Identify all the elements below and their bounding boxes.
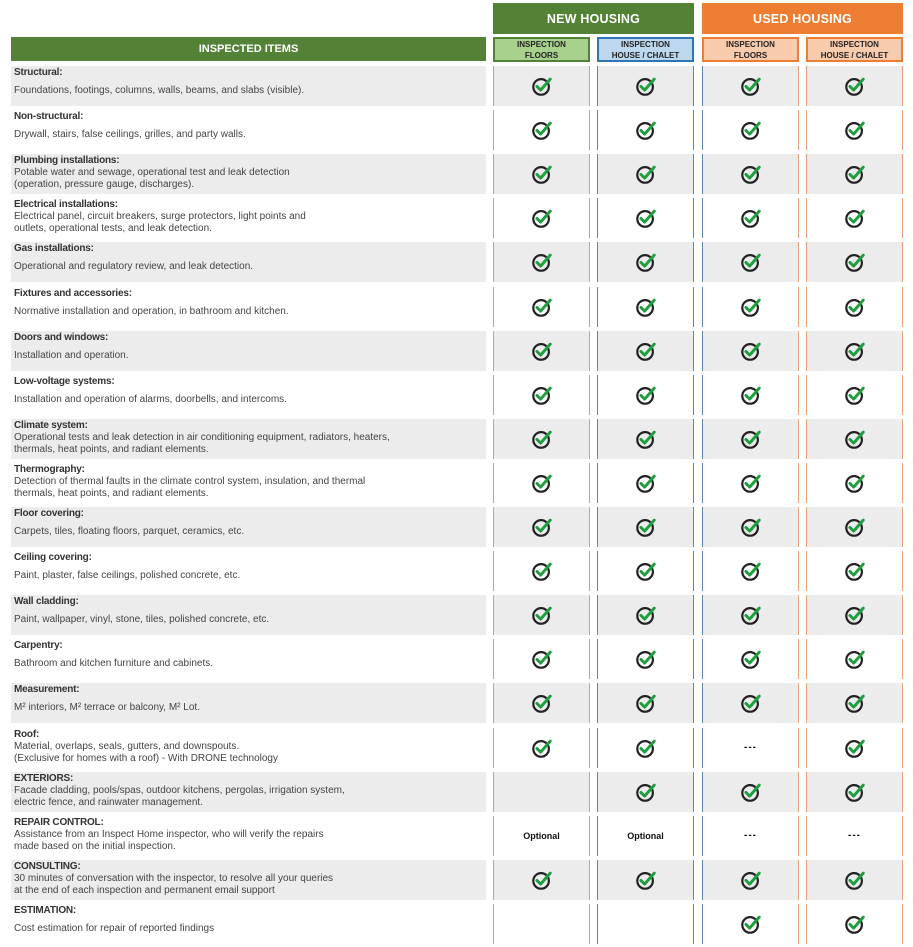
table-cell (493, 551, 590, 591)
table-cell (493, 419, 590, 459)
check-circle-icon (635, 692, 657, 714)
table-cell (597, 683, 694, 723)
table-cell (806, 66, 903, 106)
table-cell (597, 154, 694, 194)
check-circle-icon (740, 648, 762, 670)
table-row (0, 375, 913, 415)
check-circle-icon (635, 163, 657, 185)
check-circle-icon (635, 251, 657, 273)
check-circle-icon (531, 869, 553, 891)
check-circle-icon (531, 296, 553, 318)
table-cell (493, 110, 590, 150)
item-title: REPAIR CONTROL: (14, 816, 104, 828)
table-cell (597, 551, 694, 591)
table-cell (806, 110, 903, 150)
used-housing-header (702, 3, 903, 34)
table-cell (493, 198, 590, 238)
table-cell (806, 860, 903, 900)
check-circle-icon (635, 604, 657, 626)
table-row (0, 419, 913, 459)
inspected-item (11, 816, 486, 856)
check-circle-icon (635, 384, 657, 406)
inspected-item (11, 904, 486, 944)
item-description: Facade cladding, pools/spas, outdoor kitchens, pergolas, irrigation system, electric fence, and rainwater management. (14, 784, 345, 808)
table-cell (806, 595, 903, 635)
table-cell (702, 375, 799, 415)
table-cell (702, 728, 799, 768)
inspected-item (11, 375, 486, 415)
check-circle-icon (635, 516, 657, 538)
table-cell (597, 595, 694, 635)
item-title: Structural: (14, 67, 63, 78)
table-cell (702, 816, 799, 856)
check-circle-icon (635, 869, 657, 891)
column-header-new-floors (493, 37, 590, 62)
table-cell (806, 551, 903, 591)
item-title: Gas installations: (14, 243, 94, 255)
table-row (0, 772, 913, 812)
table-cell (806, 772, 903, 812)
item-title: Plumbing installations: (14, 155, 120, 167)
item-description: Carpets, tiles, floating floors, parquet, ceramics, etc. (14, 526, 245, 537)
table-cell (702, 331, 799, 371)
check-circle-icon (844, 384, 866, 406)
check-circle-icon (844, 692, 866, 714)
item-description: Operational and regulatory review, and leak detection. (14, 261, 254, 273)
check-circle-icon (531, 604, 553, 626)
column-header-new-house (597, 37, 694, 62)
table-cell (597, 816, 694, 856)
table-row (0, 287, 913, 327)
table-cell (702, 110, 799, 150)
table-cell (493, 728, 590, 768)
item-description: Detection of thermal faults in the climate control system, insulation, and thermal thermals, heat points, and radiant elements. (14, 475, 366, 499)
item-description: Material, overlaps, seals, gutters, and downspouts. (Exclusive for homes with a roof) - With DRONE technology (14, 740, 278, 764)
check-circle-icon (531, 560, 553, 582)
check-circle-icon (844, 516, 866, 538)
table-cell (702, 904, 799, 944)
table-cell (493, 507, 590, 547)
used-housing-label: USED HOUSING (753, 11, 852, 26)
table-row (0, 683, 913, 723)
check-circle-icon (740, 516, 762, 538)
check-circle-icon (844, 560, 866, 582)
table-cell (702, 198, 799, 238)
item-description: Paint, wallpaper, vinyl, stone, tiles, polished concrete, etc. (14, 614, 270, 626)
table-cell (493, 816, 590, 856)
check-circle-icon (635, 428, 657, 450)
table-cell (702, 242, 799, 282)
inspected-item (11, 110, 486, 150)
table-cell (806, 154, 903, 194)
table-cell (806, 242, 903, 282)
check-circle-icon (740, 340, 762, 362)
item-description: Normative installation and operation, in bathroom and kitchen. (14, 305, 289, 317)
inspected-item (11, 772, 486, 812)
check-circle-icon (740, 692, 762, 714)
table-cell (493, 375, 590, 415)
item-description: Operational tests and leak detection in air conditioning equipment, radiators, heaters, thermals, heat points, and radiant elements. (14, 431, 390, 455)
check-circle-icon (740, 428, 762, 450)
table-cell (597, 728, 694, 768)
check-circle-icon (635, 207, 657, 229)
check-circle-icon (740, 251, 762, 273)
check-circle-icon (635, 560, 657, 582)
inspected-item (11, 287, 486, 327)
inspected-items-label: INSPECTED ITEMS (198, 43, 299, 55)
table-cell (597, 772, 694, 812)
column-header-line: INSPECTION (517, 39, 566, 49)
item-title: EXTERIORS: (14, 772, 74, 784)
check-circle-icon (531, 340, 553, 362)
table-cell (493, 683, 590, 723)
table-row (0, 154, 913, 194)
table-row (0, 816, 913, 856)
column-header-line: INSPECTION (621, 39, 670, 49)
table-row (0, 463, 913, 503)
check-circle-icon (531, 251, 553, 273)
check-circle-icon (635, 340, 657, 362)
table-cell (493, 242, 590, 282)
table-cell (806, 331, 903, 371)
table-cell (806, 507, 903, 547)
table-cell (597, 419, 694, 459)
column-header-line: FLOORS (733, 50, 768, 60)
table-cell (597, 860, 694, 900)
check-circle-icon (635, 737, 657, 759)
table-row (0, 595, 913, 635)
check-circle-icon (635, 472, 657, 494)
table-cell (806, 683, 903, 723)
check-circle-icon (740, 163, 762, 185)
check-circle-icon (635, 75, 657, 97)
check-circle-icon (844, 163, 866, 185)
not-included-mark: --- (848, 830, 861, 842)
table-cell (702, 154, 799, 194)
check-circle-icon (740, 384, 762, 406)
table-row (0, 728, 913, 768)
item-description: Cost estimation for repair of reported findings (14, 922, 215, 934)
table-cell (702, 551, 799, 591)
check-circle-icon (844, 869, 866, 891)
item-description: Assistance from an Inspect Home inspector, who will verify the repairs made based on the initial inspection. (14, 828, 324, 852)
inspected-item (11, 66, 486, 106)
check-circle-icon (531, 163, 553, 185)
item-description: 30 minutes of conversation with the inspector, to resolve all your queries at the end of each inspection and permanent email support (14, 872, 334, 896)
item-description: Electrical panel, circuit breakers, surge protectors, light points and outlets, operational tests, and leak detection. (14, 211, 306, 235)
optional-label: Optional (523, 830, 560, 841)
table-cell (493, 595, 590, 635)
table-cell (493, 66, 590, 106)
check-circle-icon (531, 428, 553, 450)
check-circle-icon (531, 516, 553, 538)
check-circle-icon (740, 604, 762, 626)
table-cell (806, 639, 903, 679)
item-title: Climate system: (14, 419, 88, 431)
item-description: Drywall, stairs, false ceilings, grilles, and party walls. (14, 129, 246, 141)
check-circle-icon (844, 913, 866, 935)
table-cell (493, 331, 590, 371)
item-title: Carpentry: (14, 640, 63, 652)
check-circle-icon (531, 737, 553, 759)
item-description: Paint, plaster, false ceilings, polished concrete, etc. (14, 570, 241, 582)
table-cell (702, 463, 799, 503)
check-circle-icon (531, 119, 553, 141)
check-circle-icon (740, 119, 762, 141)
not-included-mark: --- (744, 830, 757, 842)
check-circle-icon (531, 472, 553, 494)
check-circle-icon (844, 604, 866, 626)
table-cell (806, 463, 903, 503)
check-circle-icon (844, 781, 866, 803)
table-cell (597, 639, 694, 679)
inspected-item (11, 198, 486, 238)
column-header-line: HOUSE / CHALET (820, 50, 889, 60)
not-included-mark: --- (744, 742, 757, 753)
check-circle-icon (531, 648, 553, 670)
item-description: M² interiors, M² terrace or balcony, M² Lot. (14, 702, 200, 714)
new-housing-header (493, 3, 694, 34)
table-row (0, 331, 913, 371)
check-circle-icon (844, 428, 866, 450)
column-header-line: INSPECTION (830, 39, 879, 49)
item-title: Non-structural: (14, 111, 84, 123)
table-cell (493, 463, 590, 503)
item-title: Fixtures and accessories: (14, 287, 132, 299)
item-description: Bathroom and kitchen furniture and cabinets. (14, 658, 214, 670)
item-description: Installation and operation. (14, 349, 129, 361)
item-title: Doors and windows: (14, 331, 109, 343)
check-circle-icon (531, 207, 553, 229)
table-row (0, 639, 913, 679)
column-header-line: FLOORS (524, 50, 559, 60)
inspected-item (11, 507, 486, 547)
table-cell (702, 419, 799, 459)
inspected-item (11, 242, 486, 282)
optional-label: Optional (627, 830, 664, 841)
inspected-item (11, 639, 486, 679)
item-title: Thermography: (14, 463, 85, 475)
table-cell (597, 507, 694, 547)
check-circle-icon (740, 75, 762, 97)
table-cell (597, 66, 694, 106)
check-circle-icon (635, 781, 657, 803)
inspected-item (11, 595, 486, 635)
item-title: Electrical installations: (14, 199, 118, 211)
table-row (0, 551, 913, 591)
check-circle-icon (740, 781, 762, 803)
check-circle-icon (740, 560, 762, 582)
check-circle-icon (740, 913, 762, 935)
inspected-item (11, 860, 486, 900)
table-cell (702, 683, 799, 723)
table-cell (597, 198, 694, 238)
check-circle-icon (635, 648, 657, 670)
table-cell (493, 639, 590, 679)
table-cell (493, 860, 590, 900)
check-circle-icon (740, 869, 762, 891)
table-cell (493, 772, 590, 812)
table-cell (806, 419, 903, 459)
item-description: Foundations, footings, columns, walls, beams, and slabs (visible). (14, 85, 305, 96)
check-circle-icon (844, 119, 866, 141)
table-cell (597, 110, 694, 150)
check-circle-icon (531, 75, 553, 97)
item-title: Wall cladding: (14, 596, 79, 608)
check-circle-icon (844, 75, 866, 97)
check-circle-icon (844, 251, 866, 273)
inspected-item (11, 331, 486, 371)
check-circle-icon (740, 207, 762, 229)
item-title: Measurement: (14, 684, 80, 696)
item-description: Potable water and sewage, operational test and leak detection (operation, pressure gauge, discharges). (14, 167, 290, 191)
inspected-item (11, 728, 486, 768)
check-circle-icon (844, 340, 866, 362)
table-cell (806, 198, 903, 238)
column-header-line: HOUSE / CHALET (611, 50, 680, 60)
check-circle-icon (844, 737, 866, 759)
item-title: ESTIMATION: (14, 904, 77, 916)
table-cell (597, 463, 694, 503)
check-circle-icon (844, 648, 866, 670)
table-cell (702, 66, 799, 106)
table-cell (806, 728, 903, 768)
new-housing-label: NEW HOUSING (546, 11, 641, 26)
table-cell (702, 772, 799, 812)
check-circle-icon (844, 296, 866, 318)
item-title: Roof: (14, 728, 40, 740)
table-cell (806, 287, 903, 327)
table-cell (702, 639, 799, 679)
table-row (0, 66, 913, 106)
item-title: Ceiling covering: (14, 552, 92, 564)
inspected-item (11, 154, 486, 194)
table-row (0, 860, 913, 900)
check-circle-icon (531, 384, 553, 406)
table-cell (806, 375, 903, 415)
table-cell (702, 595, 799, 635)
column-header-used-floors (702, 37, 799, 62)
table-cell (597, 904, 694, 944)
table-row (0, 242, 913, 282)
table-cell (806, 904, 903, 944)
item-title: CONSULTING: (14, 860, 81, 872)
check-circle-icon (740, 296, 762, 318)
inspected-items-header (11, 37, 486, 61)
table-cell (597, 242, 694, 282)
inspected-item (11, 551, 486, 591)
check-circle-icon (635, 296, 657, 318)
check-circle-icon (844, 207, 866, 229)
table-cell (493, 287, 590, 327)
inspected-item (11, 463, 486, 503)
item-description: Installation and operation of alarms, doorbells, and intercoms. (14, 393, 287, 405)
inspected-item (11, 419, 486, 459)
table-cell (806, 816, 903, 856)
check-circle-icon (635, 119, 657, 141)
check-circle-icon (740, 472, 762, 494)
table-cell (493, 904, 590, 944)
table-cell (702, 860, 799, 900)
item-title: Floor covering: (14, 508, 84, 519)
column-header-line: INSPECTION (726, 39, 775, 49)
table-cell (597, 287, 694, 327)
table-cell (702, 507, 799, 547)
table-cell (702, 287, 799, 327)
table-cell (597, 375, 694, 415)
table-row (0, 110, 913, 150)
table-row (0, 904, 913, 944)
table-cell (597, 331, 694, 371)
check-circle-icon (844, 472, 866, 494)
item-title: Low-voltage systems: (14, 375, 115, 387)
column-header-used-house (806, 37, 903, 62)
table-row (0, 198, 913, 238)
inspected-item (11, 683, 486, 723)
table-row (0, 507, 913, 547)
check-circle-icon (531, 692, 553, 714)
table-cell (493, 154, 590, 194)
